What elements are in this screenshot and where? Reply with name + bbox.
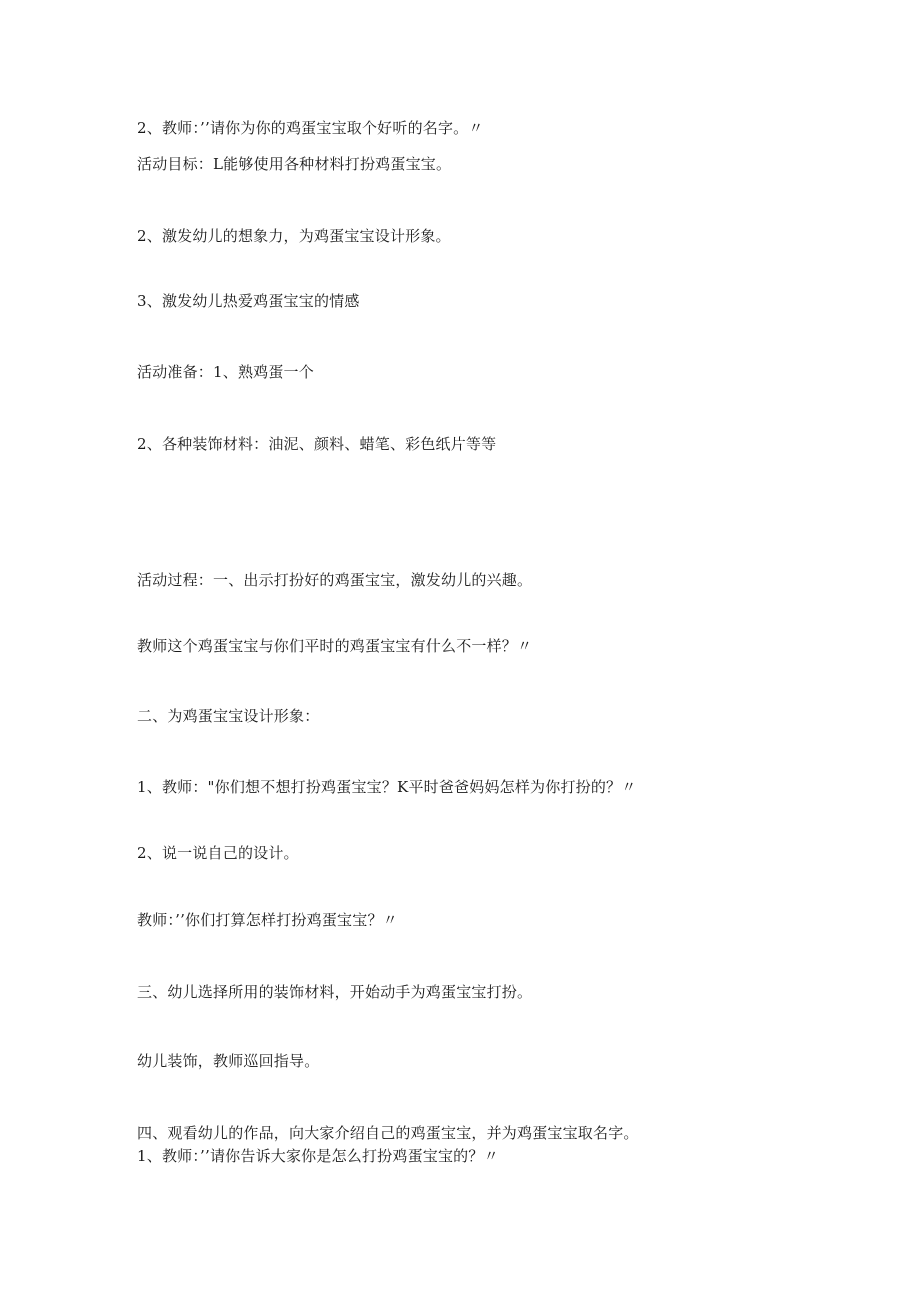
text-line: 2、教师：’’请你为你的鸡蛋宝宝取个好听的名字。〃 (137, 119, 484, 137)
text-line: 教师：’’你们打算怎样打扮鸡蛋宝宝？〃 (137, 911, 398, 929)
text-line: 三、幼儿选择所用的装饰材料，开始动手为鸡蛋宝宝打扮。 (137, 983, 533, 1001)
text-line: 2、各种装饰材料：油泥、颜料、蜡笔、彩色纸片等等 (137, 435, 497, 453)
text-line: 2、激发幼儿的想象力，为鸡蛋宝宝设计形象。 (137, 227, 451, 245)
text-line: 活动过程：一、出示打扮好的鸡蛋宝宝，激发幼儿的兴趣。 (137, 571, 533, 589)
text-line: 2、说一说自己的设计。 (137, 844, 299, 862)
text-line: 活动准备：1、熟鸡蛋一个 (137, 363, 314, 381)
text-line: 1、教师：’’请你告诉大家你是怎么打扮鸡蛋宝宝的？〃 (137, 1147, 499, 1165)
text-line: 四、观看幼儿的作品，向大家介绍自己的鸡蛋宝宝，并为鸡蛋宝宝取名字。 (137, 1124, 639, 1142)
text-line: 教师这个鸡蛋宝宝与你们平时的鸡蛋宝宝有什么不一样？〃 (137, 637, 533, 655)
text-line: 3、激发幼儿热爱鸡蛋宝宝的情感 (137, 292, 360, 310)
text-line: 1、教师："你们想不想打扮鸡蛋宝宝？K平时爸爸妈妈怎样为你打扮的？〃 (137, 778, 637, 796)
text-line: 活动目标：L能够使用各种材料打扮鸡蛋宝宝。 (137, 155, 452, 173)
text-line: 幼儿装饰，教师巡回指导。 (137, 1052, 320, 1070)
text-line: 二、为鸡蛋宝宝设计形象： (137, 707, 320, 725)
